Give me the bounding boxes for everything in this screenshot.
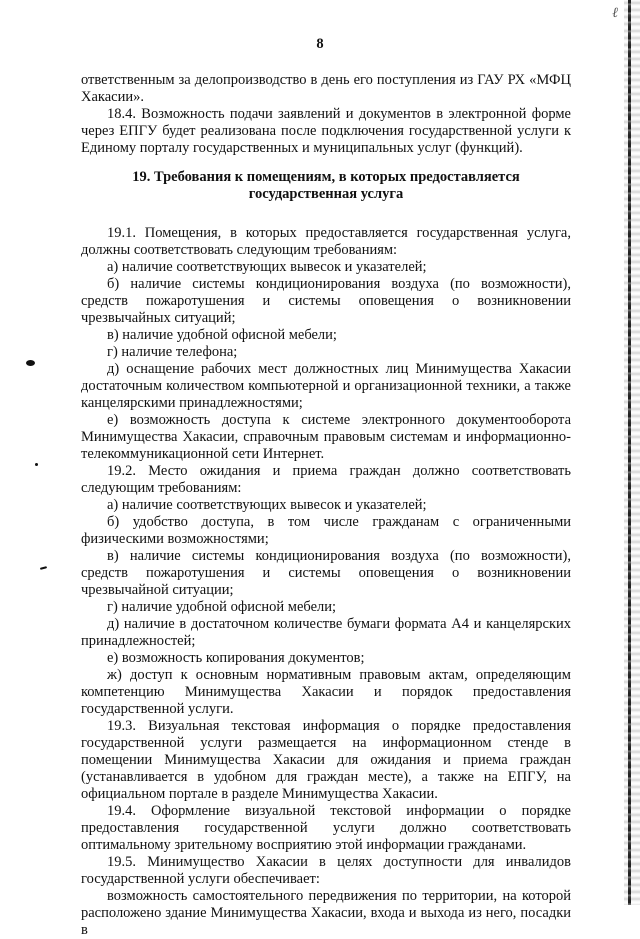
list-item: в) наличие удобной офисной мебели; — [107, 327, 337, 343]
paragraph: 19.4. Оформление визуальной текстовой информации о порядке предоставления государственной услуги должно соответствовать оптимальному зрительному восприятию этой информации гражданами. — [81, 803, 571, 853]
list-item: ж) доступ к основным нормативным правовым актам, определяющим компетенцию Минимущества Хакасии и порядок предоставления государственной услуги. — [81, 667, 571, 717]
section-heading: 19. Требования к помещениям, в которых предоставляется государственная услуга — [132, 169, 520, 202]
scan-speck — [26, 360, 35, 366]
list-item: а) наличие соответствующих вывесок и указателей; — [107, 497, 427, 513]
scan-mark: ℓ — [612, 6, 618, 21]
scan-edge-shadow — [624, 0, 640, 905]
paragraph: ответственным за делопроизводство в день его поступления из ГАУ РХ «МФЦ Хакасии». — [81, 72, 571, 105]
paragraph: 19.1. Помещения, в которых предоставляется государственная услуга, должны соответствовать следующим требованиям: — [81, 225, 571, 258]
list-item: д) наличие в достаточном количестве бумаги формата А4 и канцелярских принадлежностей; — [81, 616, 571, 649]
list-item: б) удобство доступа, в том числе гражданам с ограниченными физическими возможностями; — [81, 514, 571, 547]
list-item: в) наличие системы кондиционирования воздуха (по возможности), средств пожаротушения и системы оповещения о возникновении чрезвычайной ситуации; — [81, 548, 571, 598]
scan-speck — [35, 463, 38, 466]
paragraph: возможность самостоятельного передвижения по территории, на которой расположено здание Минимущества Хакасии, входа и выхода из него, посадки в — [81, 888, 571, 938]
list-item: е) возможность копирования документов; — [107, 650, 365, 666]
paragraph: 19.3. Визуальная текстовая информация о порядке предоставления государственной услуги размещается на информационном стенде в помещении Минимущества Хакасии для ожидания и приема граждан (устанавливается в удобном для граждан месте), а также на ЕПГУ, на официальном портале в разделе Минимущества Хакасии. — [81, 718, 571, 802]
list-item: б) наличие системы кондиционирования воздуха (по возможности), средств пожаротушения и системы оповещения о возникновении чрезвычайных ситуаций; — [81, 276, 571, 326]
document-body — [81, 72, 571, 939]
page-number: 8 — [316, 36, 324, 52]
paragraph: 19.5. Минимущество Хакасии в целях доступности для инвалидов государственной услуги обеспечивает: — [81, 854, 571, 887]
paragraph: 18.4. Возможность подачи заявлений и документов в электронной форме через ЕПГУ будет реализована после подключения государственной услуги к Единому порталу государственных и муниципальных услуг (функций). — [81, 106, 571, 156]
list-item: а) наличие соответствующих вывесок и указателей; — [107, 259, 427, 275]
list-item: е) возможность доступа к системе электронного документооборота Минимущества Хакасии, справочным правовым системам и информационно-телекоммуникационной сети Интернет. — [81, 412, 571, 462]
scan-edge-line — [628, 0, 631, 905]
paragraph: 19.2. Место ожидания и приема граждан должно соответствовать следующим требованиям: — [81, 463, 571, 496]
list-item: д) оснащение рабочих мест должностных лиц Минимущества Хакасии достаточным количеством компьютерной и организационной техники, а также канцелярскими принадлежностями; — [81, 361, 571, 411]
scan-speck — [40, 566, 47, 570]
list-item: г) наличие удобной офисной мебели; — [107, 599, 337, 615]
list-item: г) наличие телефона; — [107, 344, 238, 360]
